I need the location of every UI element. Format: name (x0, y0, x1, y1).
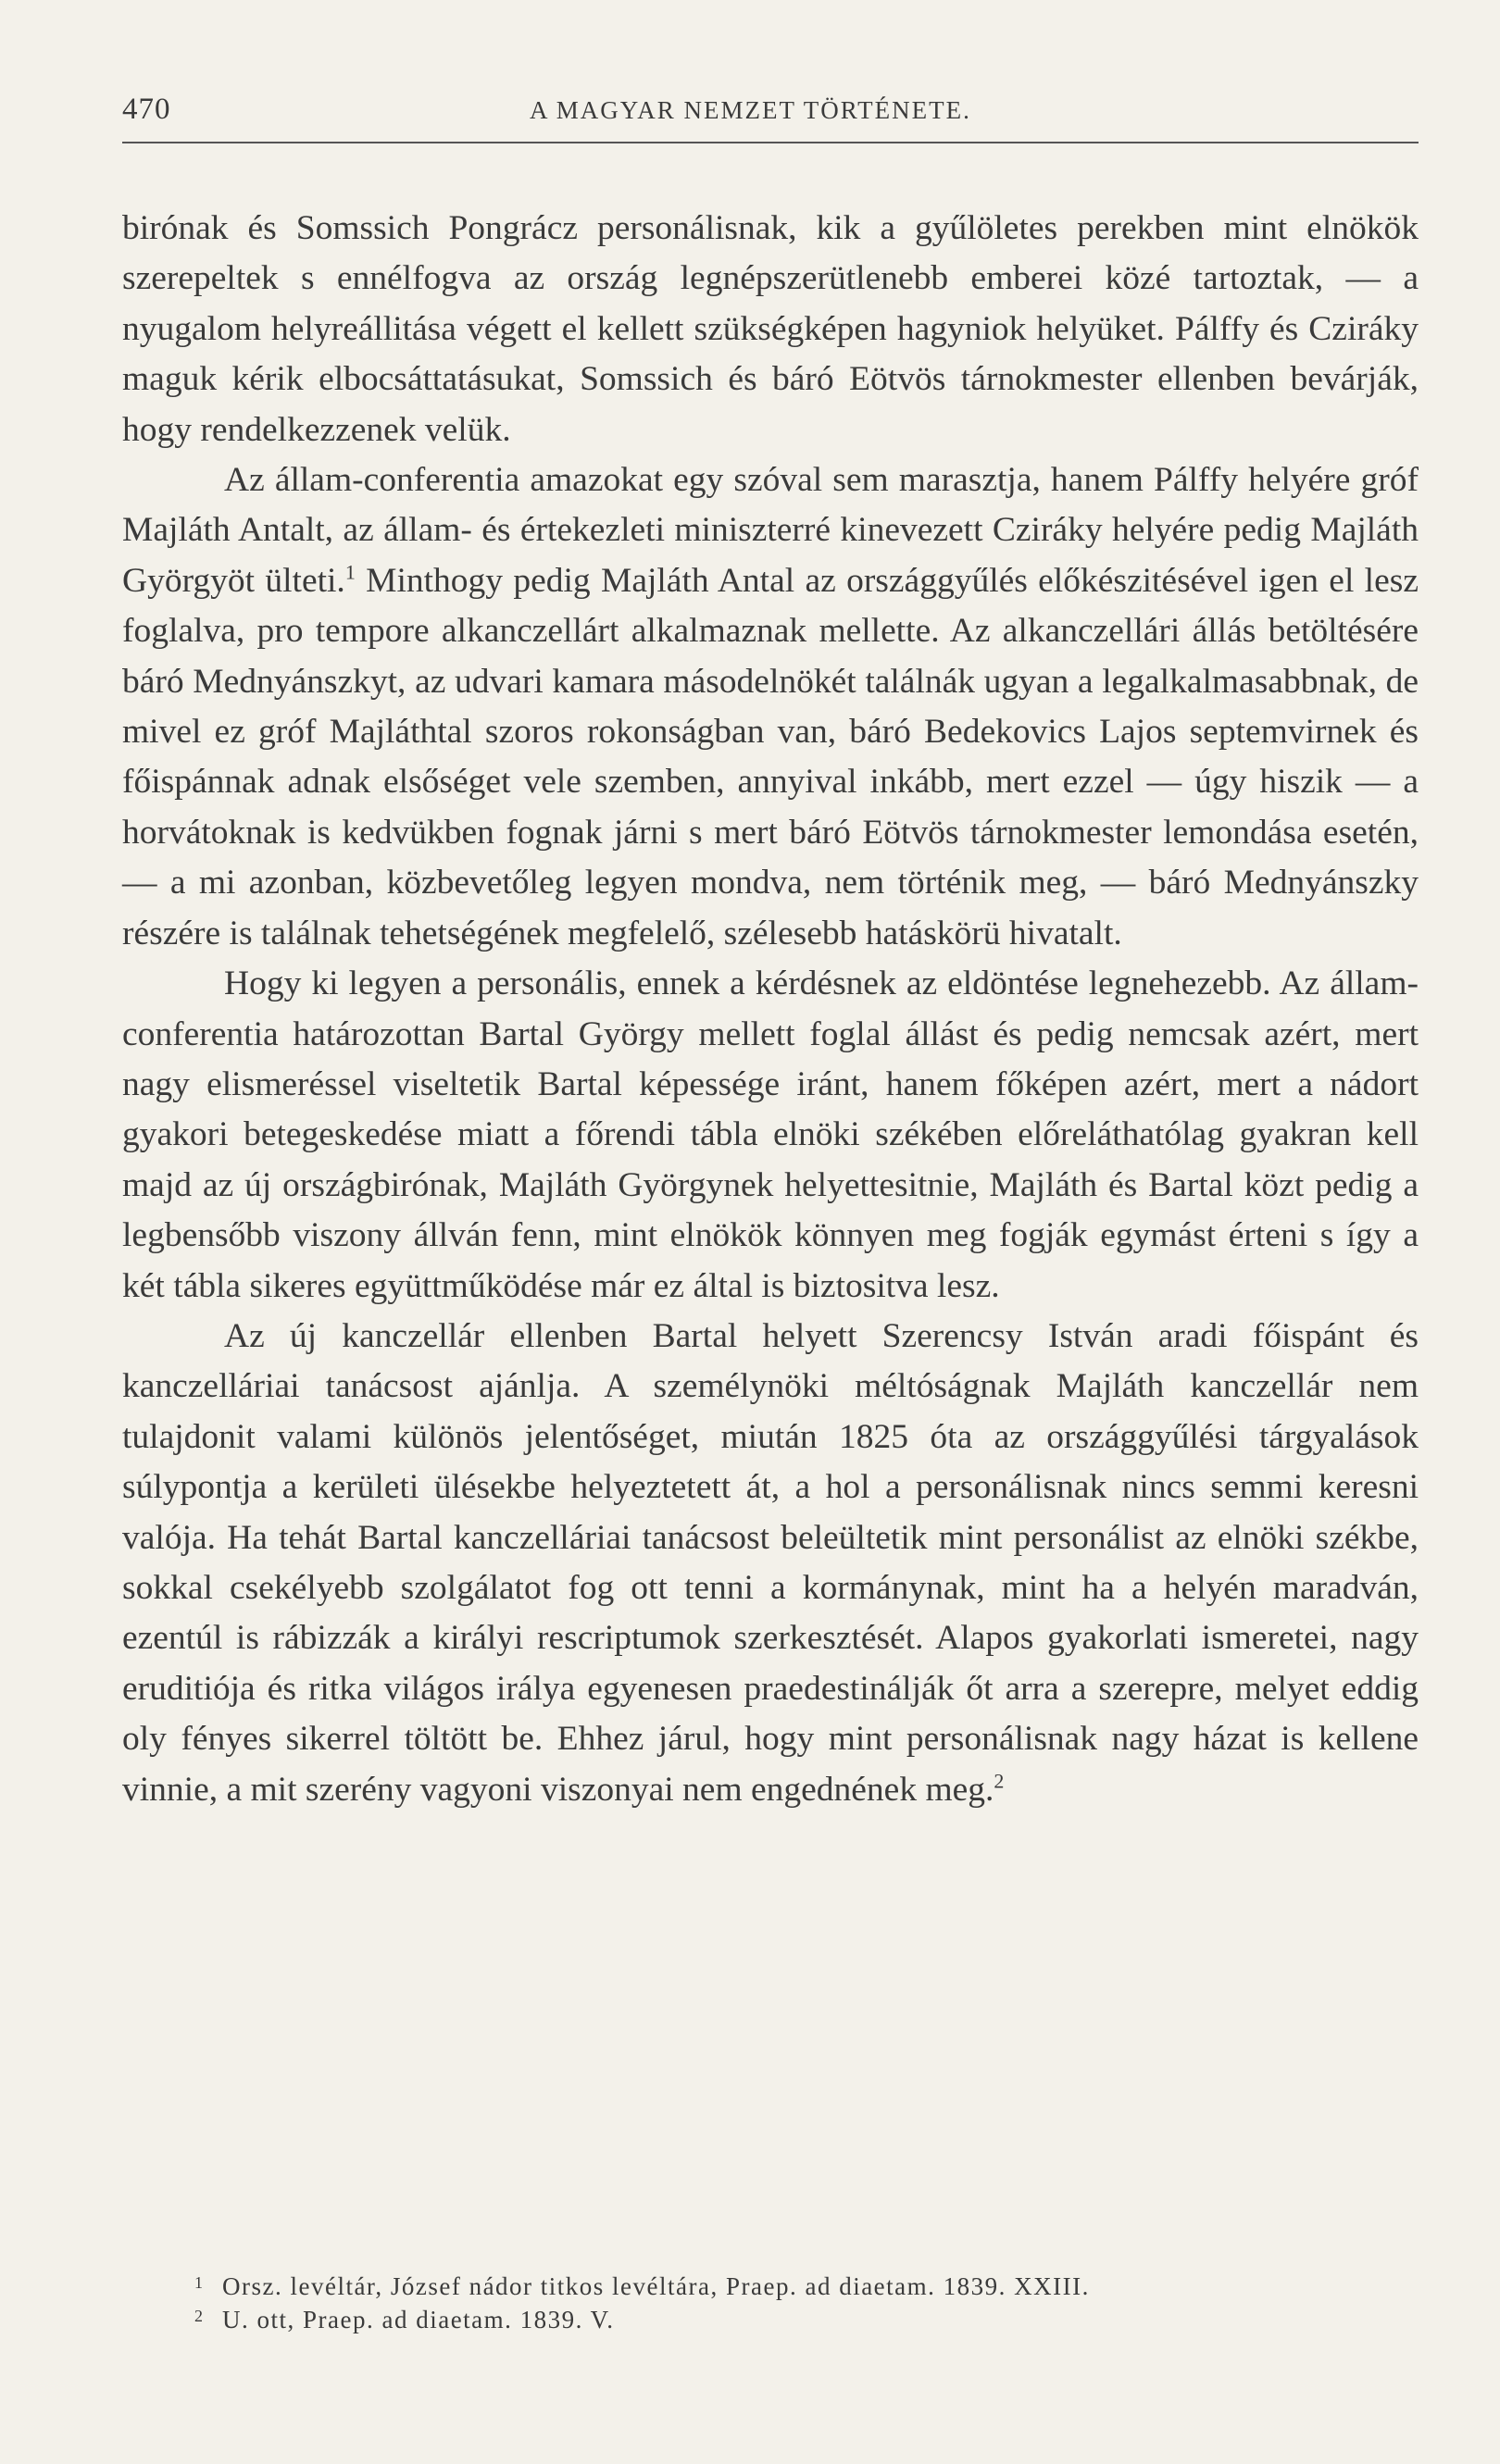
footnote-marker: 1 (194, 2273, 205, 2292)
page-header (122, 93, 1419, 139)
paragraph-2-text-b: Minthogy pedig Majláth Antal az országgyűlés előkészitésével igen el lesz foglalva, pro tempore alkanczellárt alkalmaznak mellette. Az alkanczellári állás betöltésére báró Mednyánszkyt, az udvari kamara másodelnökét találnák ugyan a legalkalmasabbnak, de mivel ez gróf Majláthtal szoros rokonságban van, báró Bedekovics Lajos septemvirnek és főispánnak adnak elsőséget vele szemben, annyival inkább, mert ezzel — úgy hiszik — a horvátoknak is kedvükben fognak járni s mert báró Eötvös tárnokmester lemondása esetén, — a mi azonban, közbevetőleg legyen mondva, nem történik meg, — báró Mednyánszky részére is találnak tehetségének megfelelő, szélesebb hatáskörü hivatalt. (122, 561, 1419, 952)
footnote-1 (194, 2270, 1426, 2303)
paragraph-1-text: birónak és Somssich Pongrácz personálisnak, kik a gyűlöletes perekben mint elnökök szerepeltek s ennélfogva az ország legnépszerütlenebb emberei közé tartoztak, — a nyugalom helyreállitása végett el kellett szükségképen hagyniok helyüket. Pálffy és Cziráky maguk kérik elbocsáttatásukat, Somssich és báró Eötvös tárnokmester ellenben bevárják, hogy rendelkezzenek velük. (122, 209, 1419, 449)
running-title: A MAGYAR NEMZET TÖRTÉNETE. (530, 96, 971, 124)
paragraph-3 (122, 959, 1419, 1312)
footnote-text: Orsz. levéltár, József nádor titkos levéltára, Praep. ad diaetam. 1839. XXIII. (222, 2272, 1090, 2300)
header-rule (122, 142, 1419, 143)
paragraph-4-text: Az új kanczellár ellenben Bartal helyett Szerencsy István aradi főispánt és kanczelláriai tanácsost ajánlja. A személynöki méltóságnak Majláth kanczellár nem tulajdonit valami különös jelentőséget, miután 1825 óta az országgyűlési tárgyalások súlypontja a kerületi ülésekbe helyeztetett át, a hol a personálisnak nincs semmi keresni valója. Ha tehát Bartal kanczelláriai tanácsost beleültetik mint personálist az elnöki székbe, sokkal csekélyebb szolgálatot fog ott tenni a kormánynak, mint ha a helyén maradván, ezentúl is rábizzák a királyi rescriptumok szerkesztését. Alapos gyakorlati ismeretei, nagy eruditiója és ritka világos irálya egyenesen praedestinálják őt arra a szerepre, melyet eddig oly fényes sikerrel töltött be. Ehhez járul, hogy mint personálisnak nagy házat is kellene vinnie, a mit szerény vagyoni viszonyai nem engednének meg. (122, 1316, 1419, 1809)
paragraph-2-text-a: Az állam-conferentia amazokat egy szóval sem marasztja, hanem Pálffy helyére gróf Majláth Antalt, az állam- és értekezleti miniszterré kinevezett Cziráky helyére pedig Majláth Györgyöt ülteti. (122, 461, 1419, 600)
footnote-2 (194, 2303, 1426, 2336)
paragraph-4 (122, 1312, 1419, 1815)
footnote-ref-1: 1 (344, 560, 356, 584)
paragraph-3-text: Hogy ki legyen a personális, ennek a kérdésnek az eldöntése legnehezebb. Az állam-conferentia határozottan Bartal György mellett foglal állást és pedig nemcsak azért, mert nagy elismeréssel viseltetik Bartal képessége iránt, hanem főképen azért, mert a nádort gyakori betegeskedése miatt a főrendi tábla elnöki székében előreláthatólag gyakran kell majd az új országbirónak, Majláth Györgynek helyettesitnie, Majláth és Bartal közt pedig a legbensőbb viszony állván fenn, mint elnökök könnyen meg fogják egymást érteni s így a két tábla sikeres együttműködése már ez által is biztositva lesz. (122, 964, 1419, 1305)
paragraph-1 (122, 204, 1419, 455)
footnote-marker: 2 (194, 2307, 205, 2325)
footnote-ref-2: 2 (994, 1769, 1005, 1793)
page-number: 470 (122, 93, 171, 126)
paragraph-2 (122, 455, 1419, 959)
footnote-text: U. ott, Praep. ad diaetam. 1839. V. (222, 2306, 615, 2333)
body-text (122, 204, 1419, 1815)
footnotes (194, 2270, 1426, 2336)
